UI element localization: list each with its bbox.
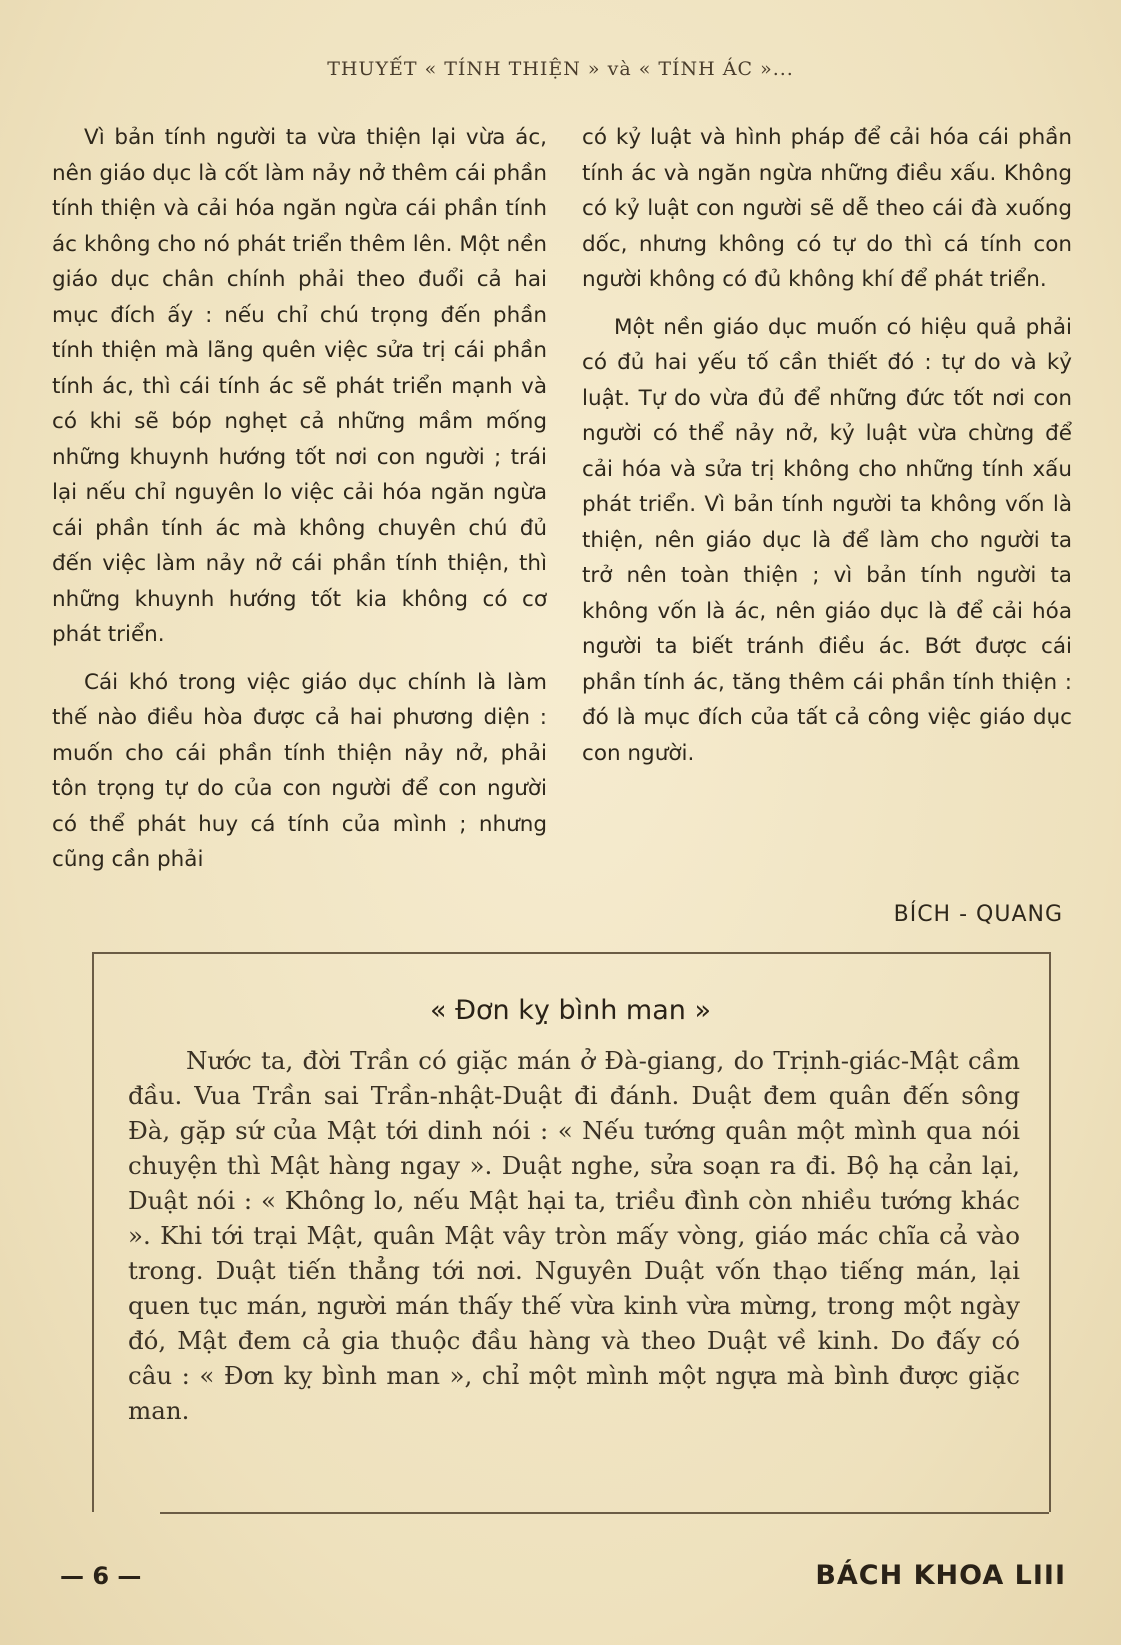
magazine-name: BÁCH KHOA LIII bbox=[815, 1560, 1066, 1591]
page-number: — 6 — bbox=[60, 1562, 142, 1590]
running-header: THUYẾT « TÍNH THIỆN » và « TÍNH ÁC »... bbox=[327, 58, 794, 80]
article-paragraph: Một nền giáo dục muốn có hiệu quả phải có đủ hai yếu tố cần thiết đó : tự do và kỷ luật. Tự do vừa đủ để những đức tốt nơi con người có thể nảy nở, kỷ luật vừa chừng để cải hóa và sửa trị không cho những tính xấu phát triển. Vì bản tính người ta không vốn là thiện, nên giáo dục là để làm cho người ta trở nên toàn thiện ; vì bản tính người ta không vốn là ác, nên giáo dục là để cải hóa người ta biết tránh điều ác. Bớt được cái phần tính ác, tăng thêm cái phần tính thiện : đó là mục đích của tất cả công việc giáo dục con người. bbox=[582, 314, 1072, 766]
article-paragraph: có kỷ luật và hình pháp để cải hóa cái phần tính ác và ngăn ngừa những điều xấu. Không có kỷ luật con người sẽ dễ theo cái đà xuống dốc, nhưng không có tự do thì cá tính con người không có đủ không khí để phát triển. bbox=[582, 125, 1072, 292]
story-text: Nước ta, đời Trần có giặc mán ở Đà-giang, do Trịnh-giác-Mật cầm đầu. Vua Trần sai Trần-nhật-Duật đi đánh. Duật đem quân đến sông Đà, gặp sứ của Mật tới dinh nói : « Nếu tướng quân một mình qua nói chuyện thì Mật hàng ngay ». Duật nghe, sửa soạn ra đi. Bộ hạ cản lại, Duật nói : « Không lo, nếu Mật hại ta, triều đình còn nhiều tướng khác ». Khi tới trại Mật, quân Mật vây tròn mấy vòng, giáo mác chĩa cả vào trong. Duật tiến thẳng tới nơi. Nguyên Duật vốn thạo tiếng mán, lại quen tục mán, người mán thấy thế vừa kinh vừa mừng, trong một ngày đó, Mật đem cả gia thuộc đầu hàng và theo Duật về kinh. Do đấy có câu : « Đơn kỵ bình man », chỉ một mình một ngựa mà bình được giặc man. bbox=[128, 1046, 1020, 1425]
article-right-column bbox=[582, 120, 1072, 783]
story-title: « Đơn kỵ bình man » bbox=[430, 995, 711, 1026]
article-paragraph: Vì bản tính người ta vừa thiện lại vừa ác, nên giáo dục là cốt làm nảy nở thêm cái phần tính thiện và cải hóa ngăn ngừa cái phần tính ác không cho nó phát triển thêm lên. Một nền giáo dục chân chính phải theo đuổi cả hai mục đích ấy : nếu chỉ chú trọng đến phần tính thiện mà lãng quên việc sửa trị cái phần tính ác, thì cái tính ác sẽ phát triển mạnh và có khi sẽ bóp nghẹt cả những mầm mống những khuynh hướng tốt nơi con người ; trái lại nếu chỉ nguyên lo việc cải hóa ngăn ngừa cái phần tính ác mà không chuyên chú đủ đến việc làm nảy nở cái phần tính thiện, thì những khuynh hướng tốt kia không có cơ phát triển. bbox=[52, 125, 547, 647]
author-signature: BÍCH - QUANG bbox=[893, 902, 1063, 927]
article-left-column bbox=[52, 120, 547, 890]
story-box-bottom-rule bbox=[160, 1512, 1049, 1514]
article-paragraph: Cái khó trong việc giáo dục chính là làm thế nào điều hòa được cả hai phương diện : muốn cho cái phần tính thiện nảy nở, phải tôn trọng tự do của con người để con người có thể phát huy cá tính của mình ; nhưng cũng cần phải bbox=[52, 669, 547, 872]
story-body bbox=[128, 1043, 1020, 1428]
story-box-top-rule bbox=[92, 952, 1049, 954]
